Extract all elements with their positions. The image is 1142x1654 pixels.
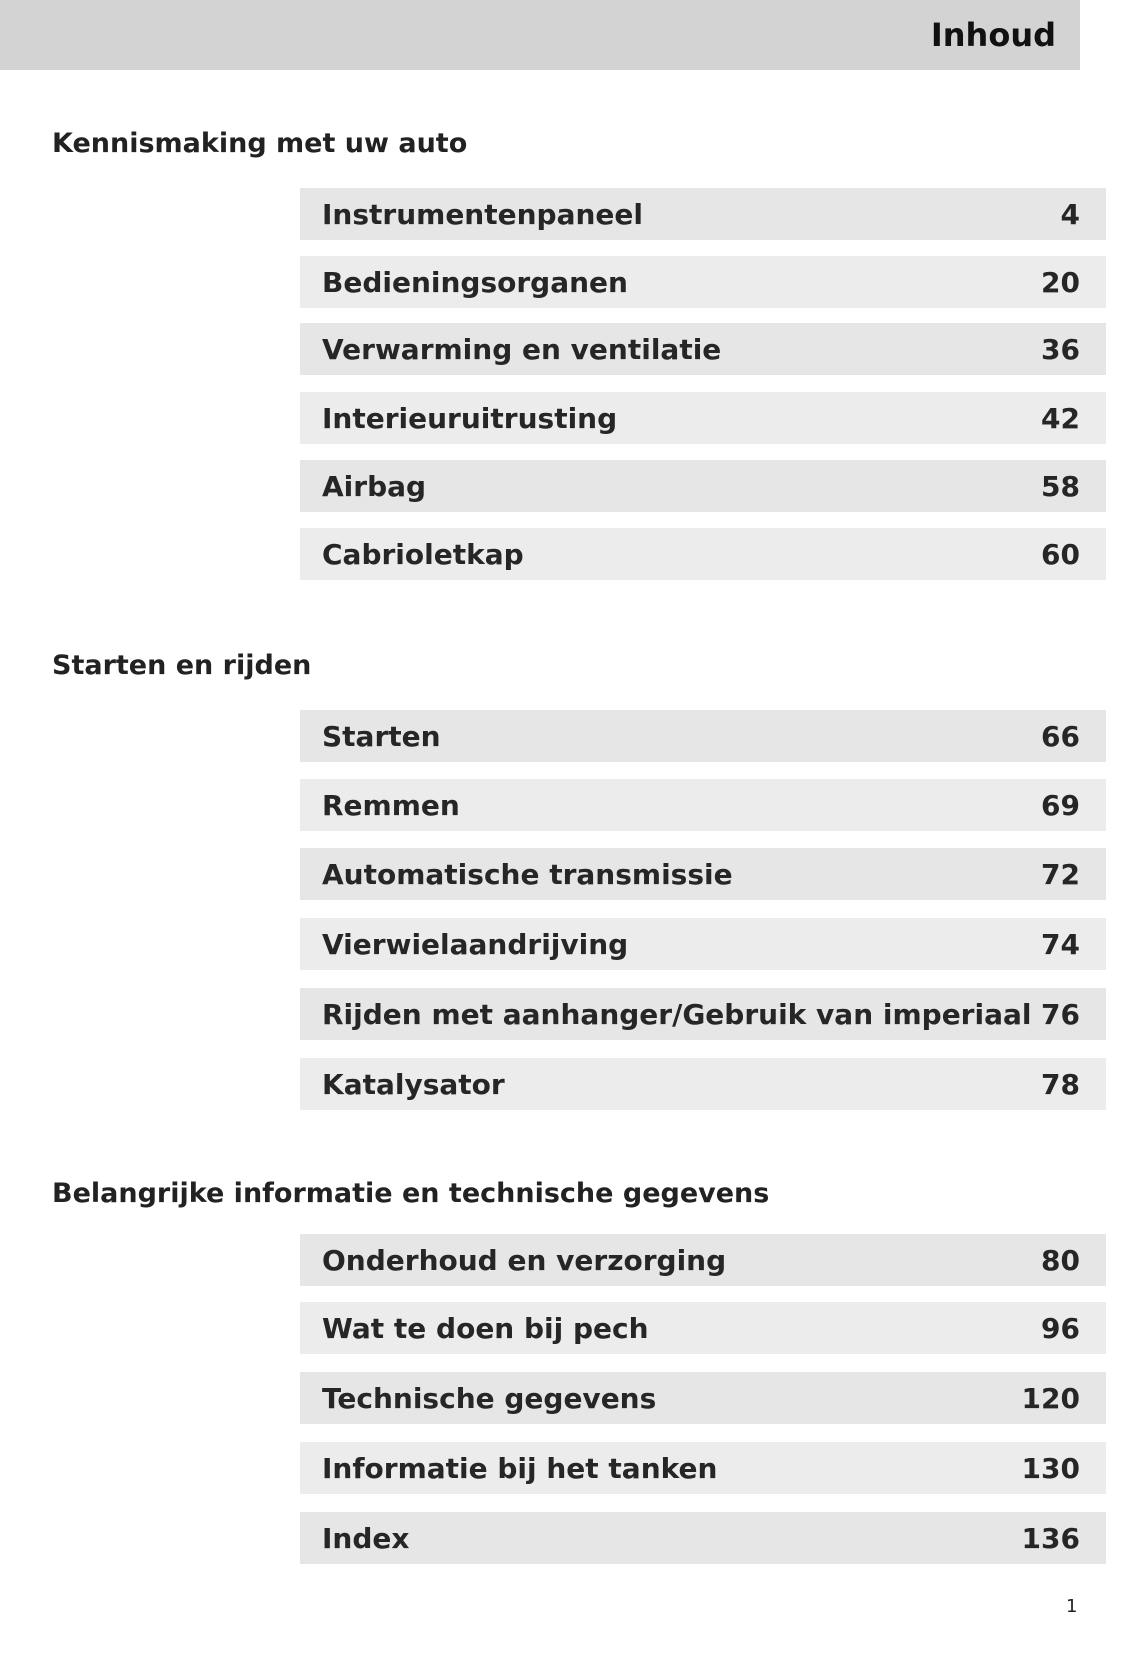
toc-item-label: Informatie bij het tanken [322, 1451, 718, 1485]
toc-item-airbag[interactable] [300, 460, 1106, 512]
toc-item-label: Bedieningsorganen [322, 265, 628, 299]
toc-item-page: 74 [1041, 927, 1080, 961]
toc-item-remmen[interactable] [300, 779, 1106, 831]
toc-item-label: Remmen [322, 788, 460, 822]
toc-item-page: 69 [1041, 788, 1080, 822]
toc-item-instrumentenpaneel[interactable] [300, 188, 1106, 240]
toc-item-label: Interieuruitrusting [322, 401, 618, 435]
toc-item-label: Katalysator [322, 1067, 505, 1101]
toc-item-page: 130 [1021, 1451, 1080, 1485]
toc-item-page: 58 [1041, 469, 1080, 503]
page-title: Inhoud [930, 16, 1056, 54]
page-number: 1 [1066, 1596, 1078, 1617]
toc-item-label: Instrumentenpaneel [322, 197, 644, 231]
toc-item-page: 76 [1041, 997, 1080, 1031]
toc-item-page: 136 [1021, 1521, 1080, 1555]
toc-item-label: Starten [322, 719, 441, 753]
toc-item-label: Index [322, 1521, 410, 1555]
toc-item-page: 120 [1021, 1381, 1080, 1415]
toc-item-page: 36 [1041, 332, 1080, 366]
toc-item-label: Onderhoud en verzorging [322, 1243, 727, 1277]
section-title-belangrijke-informatie: Belangrijke informatie en technische gegevens [52, 1178, 770, 1209]
toc-item-page: 78 [1041, 1067, 1080, 1101]
toc-item-pech[interactable] [300, 1302, 1106, 1354]
toc-item-interieuruitrusting[interactable] [300, 392, 1106, 444]
toc-item-label: Rijden met aanhanger/Gebruik van imperiaal [322, 997, 1032, 1031]
toc-item-cabrioletkap[interactable] [300, 528, 1106, 580]
toc-item-page: 66 [1041, 719, 1080, 753]
toc-item-starten[interactable] [300, 710, 1106, 762]
toc-item-automatische-transmissie[interactable] [300, 848, 1106, 900]
toc-item-katalysator[interactable] [300, 1058, 1106, 1110]
toc-item-label: Technische gegevens [322, 1381, 657, 1415]
toc-item-page: 96 [1041, 1311, 1080, 1345]
toc-item-page: 20 [1041, 265, 1080, 299]
toc-item-onderhoud[interactable] [300, 1234, 1106, 1286]
toc-item-technische-gegevens[interactable] [300, 1372, 1106, 1424]
toc-item-label: Automatische transmissie [322, 857, 733, 891]
toc-item-label: Airbag [322, 469, 427, 503]
toc-item-index[interactable] [300, 1512, 1106, 1564]
toc-item-page: 80 [1041, 1243, 1080, 1277]
toc-item-vierwielaandrijving[interactable] [300, 918, 1106, 970]
toc-item-verwarming[interactable] [300, 323, 1106, 375]
toc-item-bedieningsorganen[interactable] [300, 256, 1106, 308]
section-title-starten: Starten en rijden [52, 650, 312, 681]
toc-item-page: 60 [1041, 537, 1080, 571]
toc-item-page: 4 [1060, 197, 1080, 231]
toc-item-label: Wat te doen bij pech [322, 1311, 649, 1345]
section-title-kennismaking: Kennismaking met uw auto [52, 128, 468, 159]
toc-item-page: 72 [1041, 857, 1080, 891]
toc-item-page: 42 [1041, 401, 1080, 435]
toc-item-label: Vierwielaandrijving [322, 927, 629, 961]
toc-item-label: Cabrioletkap [322, 537, 524, 571]
toc-item-aanhanger-imperiaal[interactable] [300, 988, 1106, 1040]
toc-item-label: Verwarming en ventilatie [322, 332, 722, 366]
toc-item-tanken[interactable] [300, 1442, 1106, 1494]
header-bar [0, 0, 1080, 70]
